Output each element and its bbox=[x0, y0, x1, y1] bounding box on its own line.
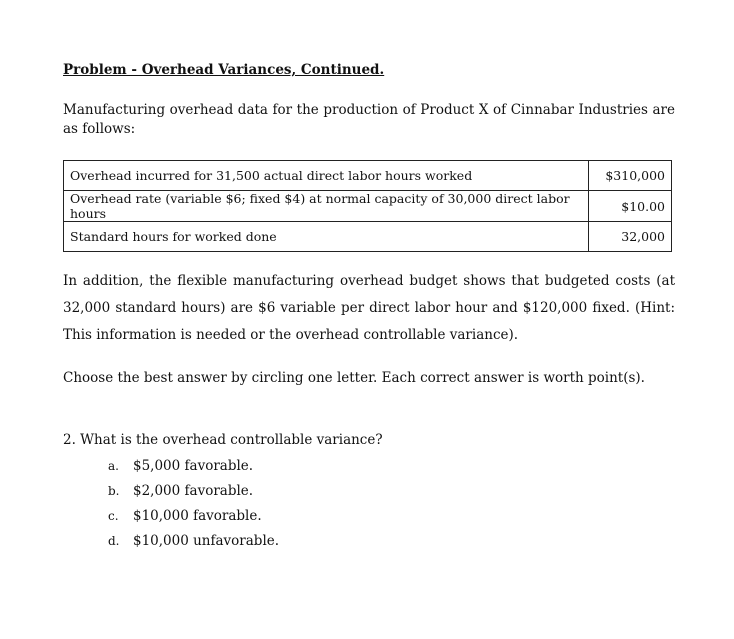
table-row bbox=[64, 191, 672, 222]
table-cell-value: $10.00 bbox=[589, 191, 672, 222]
answer-option-d[interactable] bbox=[108, 533, 279, 558]
overhead-data-table bbox=[63, 160, 672, 252]
option-letter: b. bbox=[108, 484, 120, 498]
answer-option-c[interactable] bbox=[108, 508, 279, 533]
option-letter: d. bbox=[108, 534, 120, 548]
table-cell-label: Overhead incurred for 31,500 actual direct labor hours worked bbox=[64, 161, 589, 191]
answer-options bbox=[108, 458, 279, 558]
option-letter: c. bbox=[108, 509, 119, 523]
intro-text: Manufacturing overhead data for the production of Product X of Cinnabar Industries are as follows: bbox=[63, 102, 675, 137]
problem-title: Problem - Overhead Variances, Continued. bbox=[63, 62, 385, 78]
table-row bbox=[64, 161, 672, 191]
option-text: $10,000 unfavorable. bbox=[133, 533, 280, 549]
answer-option-a[interactable] bbox=[108, 458, 279, 483]
table-cell-label: Overhead rate (variable $6; fixed $4) at normal capacity of 30,000 direct labor hours bbox=[64, 191, 589, 222]
budget-paragraph: In addition, the flexible manufacturing overhead budget shows that budgeted costs (at 32,000 standard hours) are $6 variable per direct labor hour and $120,000 fixed. (Hint: This information is needed or the overhead controllable variance). bbox=[63, 273, 675, 343]
table-cell-value: $310,000 bbox=[589, 161, 672, 191]
table-cell-label: Standard hours for worked done bbox=[64, 222, 589, 252]
answer-option-b[interactable] bbox=[108, 483, 279, 508]
table-row bbox=[64, 222, 672, 252]
question-text: 2. What is the overhead controllable variance? bbox=[63, 432, 383, 448]
instructions-text: Choose the best answer by circling one letter. Each correct answer is worth point(s). bbox=[63, 370, 645, 386]
table-cell-value: 32,000 bbox=[589, 222, 672, 252]
option-letter: a. bbox=[108, 459, 119, 473]
option-text: $5,000 favorable. bbox=[133, 458, 254, 474]
option-text: $10,000 favorable. bbox=[133, 508, 262, 524]
option-text: $2,000 favorable. bbox=[133, 483, 254, 499]
